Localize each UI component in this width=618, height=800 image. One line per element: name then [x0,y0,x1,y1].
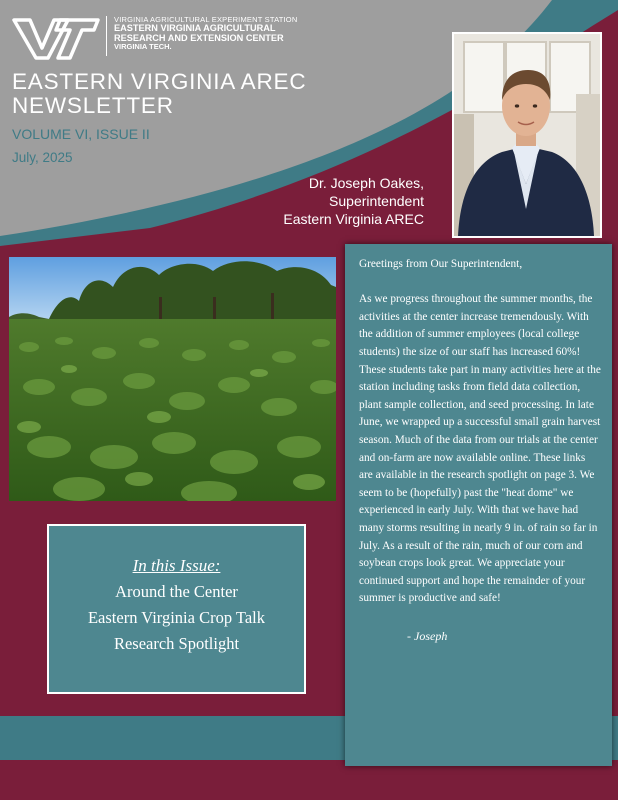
in-this-issue-heading: In this Issue: [132,556,221,575]
superintendent-role: Superintendent [329,193,424,209]
soybean-field-photo [9,257,336,501]
issue-item-around-the-center[interactable]: Around the Center [115,582,238,601]
title-line-2: NEWSLETTER [12,93,174,118]
station-line-1: VIRGINIA AGRICULTURAL EXPERIMENT STATION [114,15,298,24]
in-this-issue-box [47,524,306,694]
station-line-4: VIRGINIA TECH. [114,42,172,52]
superintendent-name: Dr. Joseph Oakes, [308,175,424,191]
station-name [114,16,297,51]
superintendent-org: Eastern Virginia AREC [283,211,424,227]
letter-greeting: Greetings from Our Superintendent, [359,258,523,270]
logo-divider [106,16,107,56]
issue-item-crop-talk[interactable]: Eastern Virginia Crop Talk [87,608,266,627]
superintendent-portrait [452,32,602,238]
station-line-3: RESEARCH AND EXTENSION CENTER [114,32,284,43]
letter-signature: - Joseph [407,628,448,643]
issue-date: July, 2025 [12,150,73,165]
superintendent-caption [204,174,424,228]
newsletter-title [12,70,306,118]
station-line-2: EASTERN VIRGINIA AGRICULTURAL [114,22,276,33]
issue-item-research-spotlight[interactable]: Research Spotlight [113,634,240,653]
superintendent-letter [345,244,612,766]
title-line-1: EASTERN VIRGINIA AREC [12,69,307,94]
vt-logo-icon [12,14,100,62]
volume-issue: VOLUME VI, ISSUE II [12,126,150,142]
letter-body: As we progress throughout the summer months, the activities at the center increase tremendously. With the addition of summer employees (local college students) the size of our staff has increased 60%! These students take part in many activities here at the station including tasks from field data collection, plant sample collection, and seed processing. In late June, we wrapped up a successful small grain harvest season. Much of the data from our trials at the center and on-farm are now available online. These links are available in the research spotlight on page 3. We seem to be (hopefully) past the "heat dome" we experienced in early July. With that we have had many storms resulting in nearly 9 in. of rain so far in July. As a result of the rain, much of our corn and soybean crops look great. We appreciate your continued support and hope the remainder of your summer is productive and safe! [359,293,601,605]
